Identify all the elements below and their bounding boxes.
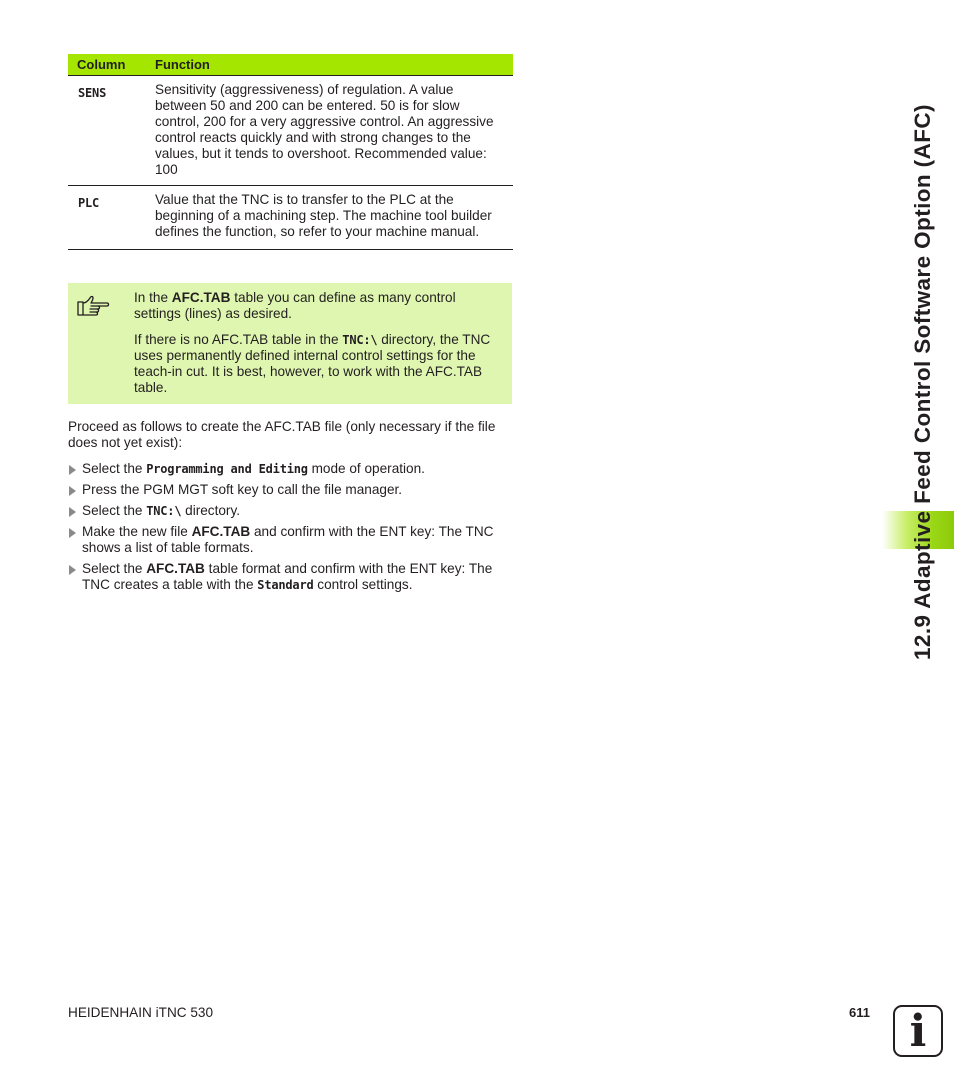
intro-paragraph: Proceed as follows to create the AFC.TAB file (only necessary if the file does not yet exist):: [68, 419, 496, 450]
arrow-bullet-icon: [69, 565, 76, 575]
list-item: [68, 503, 512, 519]
note-text: directory, the TNC uses permanently defined internal control settings for the teach-in cut. It is best, however, to work with the AFC.TAB table.: [134, 332, 491, 395]
step-code-text: Standard: [257, 578, 314, 592]
chapter-title: 12.9 Adaptive Feed Control Software Option (AFC): [910, 104, 935, 660]
step-text: and confirm with the ENT key: The TNC shows a list of table formats.: [82, 524, 494, 555]
arrow-bullet-icon: [69, 507, 76, 517]
step-code-text: TNC:\: [146, 504, 182, 518]
step-list: [68, 461, 512, 598]
table-row: [68, 76, 513, 186]
step-text: Make the new file: [82, 524, 192, 539]
param-description: Sensitivity (aggressiveness) of regulation. A value between 50 and 200 can be entered. 50 is for slow control, 200 for a very aggressive control. An aggressive control reacts quickly and with strong changes to the values, but it tends to overshoot. Recommended value: 100: [155, 76, 513, 186]
step-text: mode of operation.: [307, 461, 425, 476]
note-text: In the: [134, 290, 172, 305]
list-item: [68, 482, 512, 498]
note-paragraph: [134, 290, 506, 322]
step-bold-text: AFC.TAB: [146, 561, 205, 576]
parameter-table: [68, 54, 513, 250]
list-item: [68, 461, 512, 477]
function-header: Function: [155, 54, 513, 76]
info-glyph: i: [909, 1006, 927, 1057]
param-name: SENS: [68, 76, 155, 186]
arrow-bullet-icon: [69, 486, 76, 496]
note-text: table you can define as many control settings (lines) as desired.: [134, 290, 456, 321]
step-text: table format and confirm with the ENT key: The TNC creates a table with the: [82, 561, 493, 592]
step-text: Select the: [82, 503, 147, 518]
list-item: [68, 524, 512, 556]
arrow-bullet-icon: [69, 528, 76, 538]
step-code-text: Programming and Editing: [146, 462, 308, 476]
note-bold-text: AFC.TAB: [171, 290, 231, 305]
step-text: control settings.: [313, 577, 413, 592]
note-box: [68, 283, 512, 404]
arrow-bullet-icon: [69, 465, 76, 475]
note-code-text: TNC:\: [342, 333, 378, 347]
list-item: [68, 561, 512, 593]
table-header-row: [68, 54, 513, 76]
param-name: PLC: [68, 186, 155, 250]
footer-product: HEIDENHAIN iTNC 530: [68, 1005, 214, 1020]
param-description: Value that the TNC is to transfer to the PLC at the beginning of a machining step. The machine tool builder defines the function, so refer to your machine manual.: [155, 186, 513, 250]
step-bold-text: AFC.TAB: [191, 524, 251, 539]
info-icon: [893, 1005, 943, 1057]
pointing-hand-icon: [76, 293, 110, 319]
step-text: Press the PGM MGT soft key to call the file manager.: [82, 482, 403, 497]
column-header: Column: [68, 54, 155, 76]
table-row: [68, 186, 513, 250]
page-number: 611: [849, 1005, 870, 1020]
note-text: If there is no AFC.TAB table in the: [134, 332, 343, 347]
step-text: Select the: [82, 461, 147, 476]
step-text: directory.: [181, 503, 241, 518]
note-paragraph: [134, 332, 506, 396]
step-text: Select the: [82, 561, 147, 576]
